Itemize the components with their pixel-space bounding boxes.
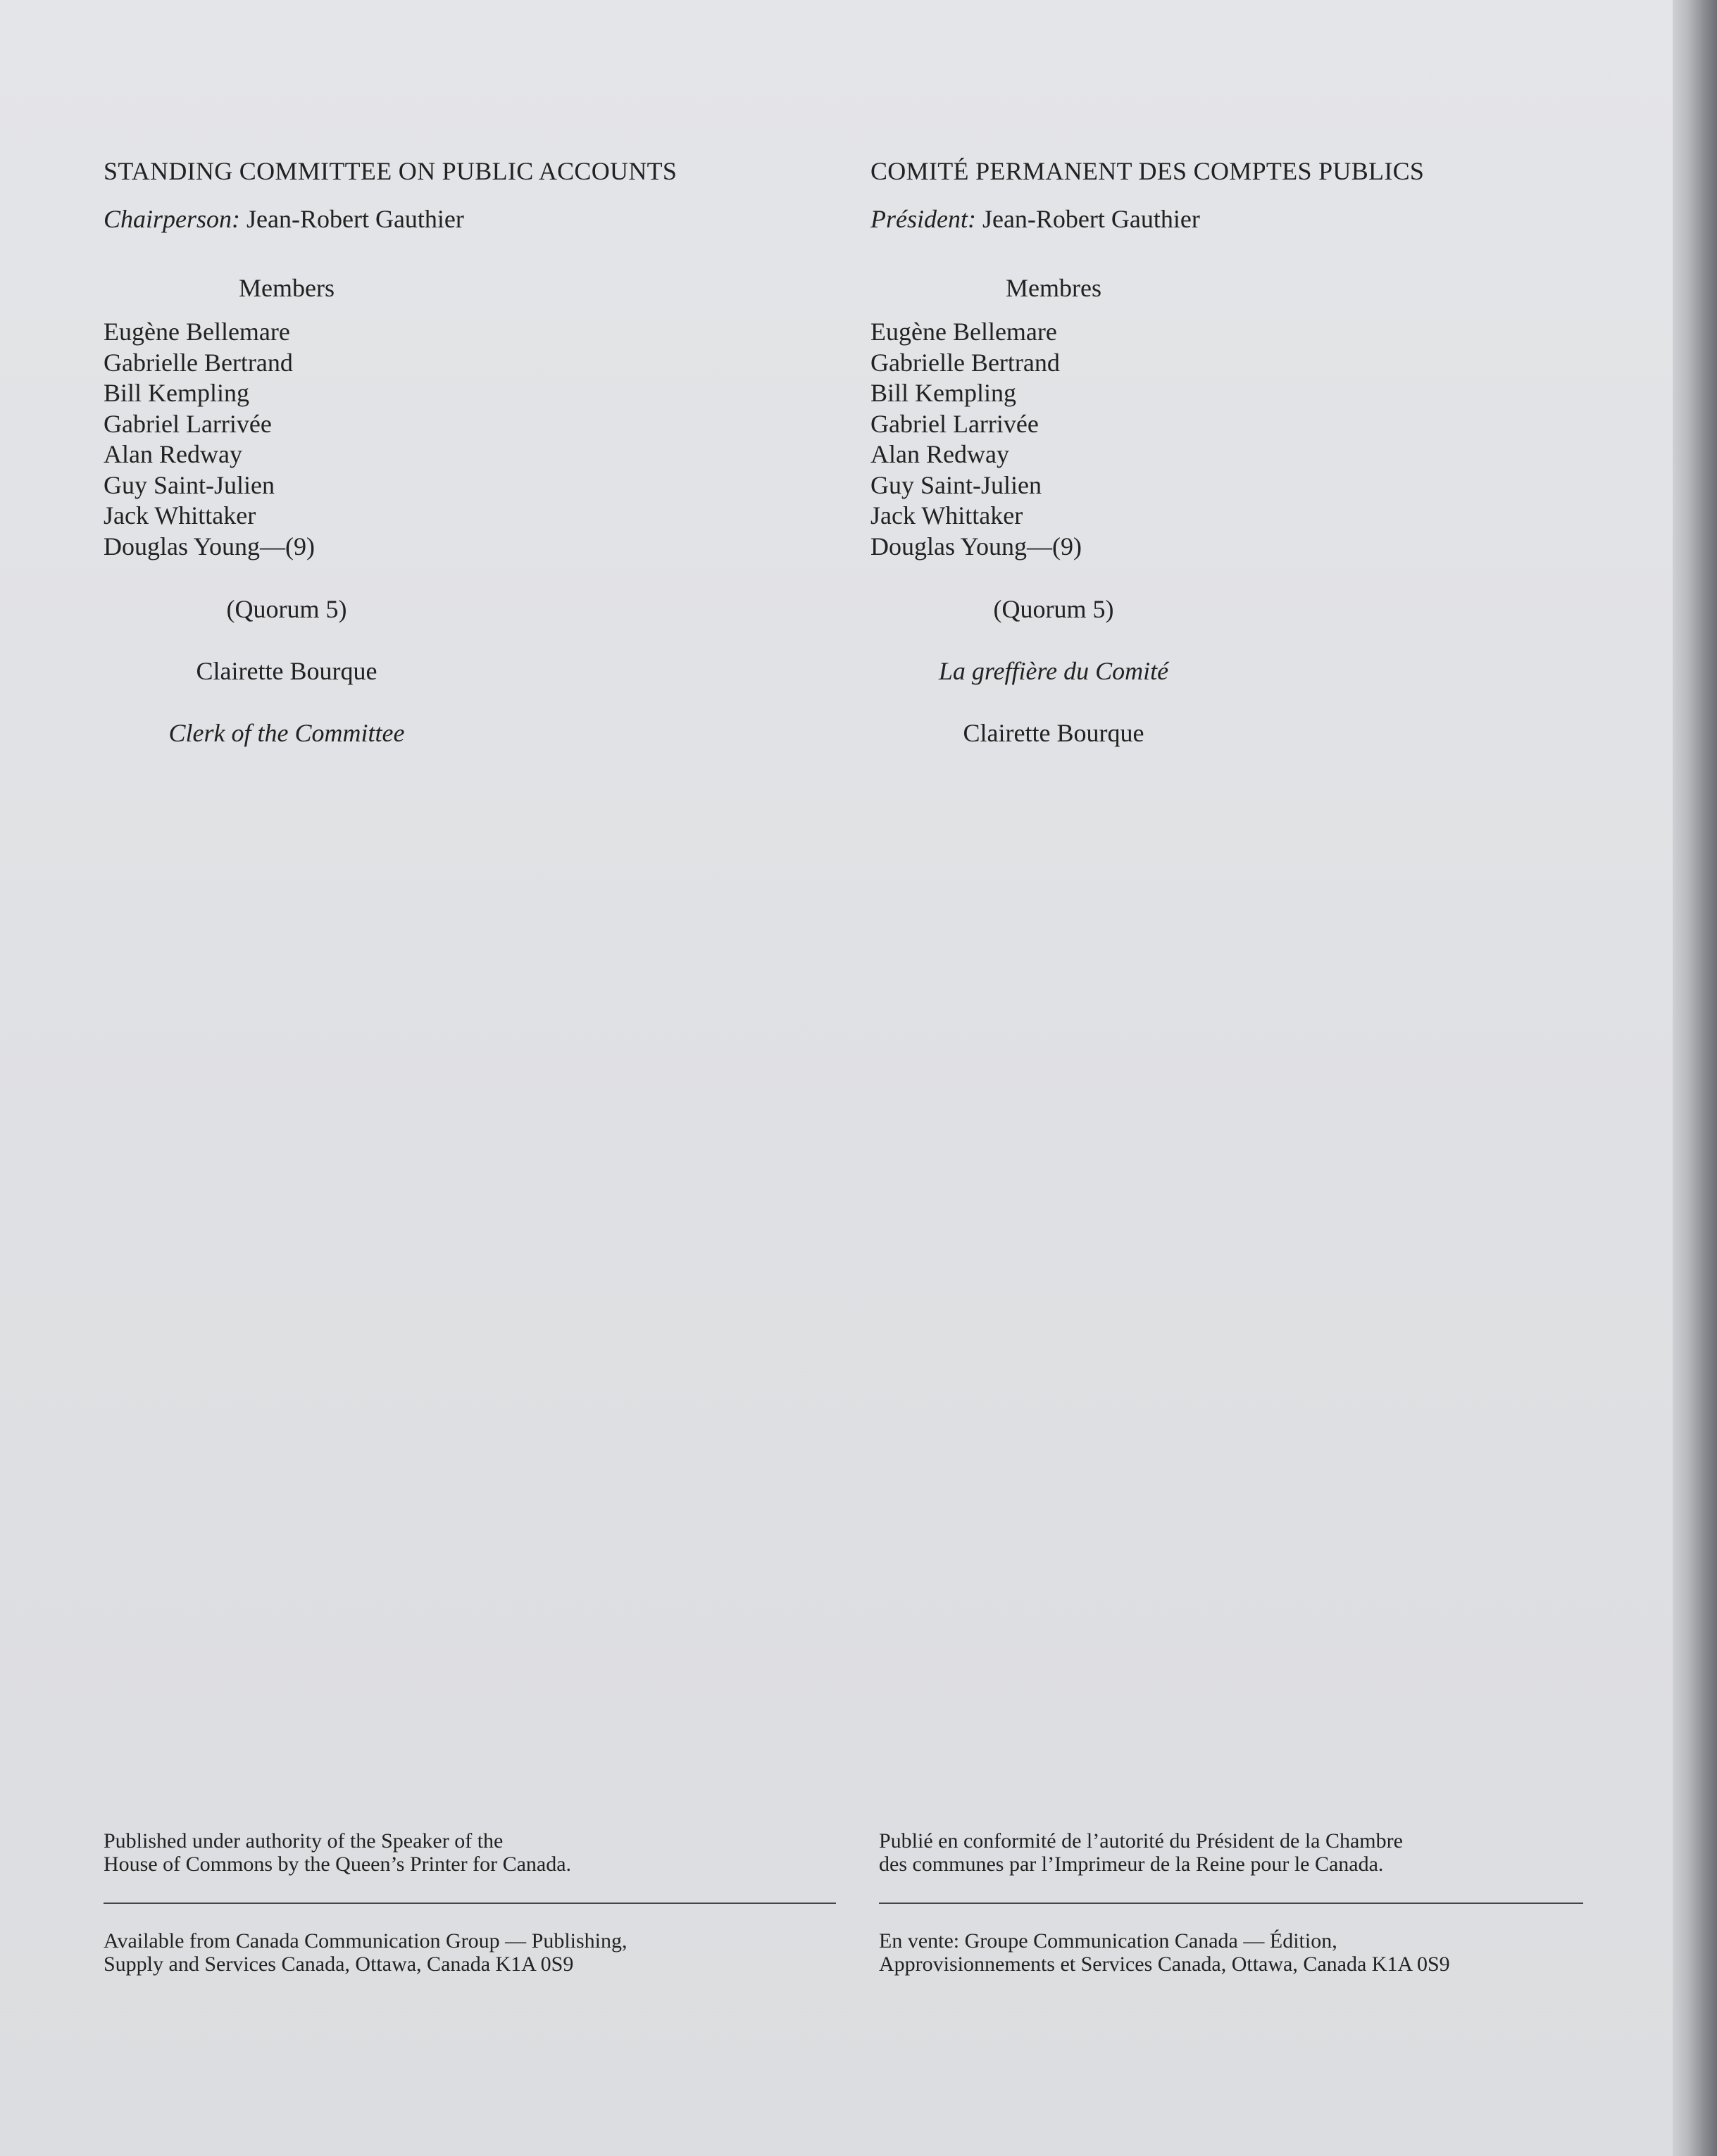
member-item: Gabrielle Bertrand (870, 348, 1060, 377)
published-notice-line: House of Commons by the Queen’s Printer for Canada. (104, 1853, 572, 1876)
member-list (104, 317, 315, 562)
member-item: Jack Whittaker (104, 501, 256, 529)
french-column (870, 156, 1603, 747)
english-footer (104, 1829, 836, 1976)
member-item: Eugène Bellemare (104, 318, 290, 346)
member-item: Douglas Young—(9) (104, 532, 316, 560)
member-item: Guy Saint-Julien (870, 470, 1042, 499)
chairperson-name: Jean-Robert Gauthier (246, 205, 464, 233)
member-item: Bill Kempling (104, 379, 249, 407)
member-item: Gabriel Larrivée (104, 409, 272, 438)
member-item: Jack Whittaker (870, 501, 1023, 529)
members-title: Membres (1006, 274, 1101, 302)
clerk-name: Clairette Bourque (196, 657, 377, 685)
member-item: Gabrielle Bertrand (104, 348, 293, 377)
published-notice-line: Published under authority of the Speaker of the (104, 1829, 504, 1853)
committee-heading: STANDING COMMITTEE ON PUBLIC ACCOUNTS (104, 157, 678, 185)
availability-line: Supply and Services Canada, Ottawa, Canada K1A 0S9 (104, 1953, 574, 1976)
members-title: Members (239, 274, 335, 302)
french-footer (879, 1829, 1611, 1976)
clerk-title: La greffière du Comité (938, 657, 1169, 685)
english-column (104, 156, 836, 747)
quorum: (Quorum 5) (226, 595, 347, 623)
member-item: Bill Kempling (870, 379, 1016, 407)
chairperson-label: Président: (870, 205, 976, 233)
chairperson-label: Chairperson: (104, 205, 241, 233)
member-item: Guy Saint-Julien (104, 470, 275, 499)
member-item: Douglas Young—(9) (870, 532, 1082, 560)
clerk-title: Clerk of the Committee (168, 719, 405, 747)
availability-line: Approvisionnements et Services Canada, Ottawa, Canada K1A 0S9 (879, 1953, 1450, 1976)
member-item: Alan Redway (104, 440, 242, 468)
footer-divider (104, 1903, 836, 1904)
committee-heading: COMITÉ PERMANENT DES COMPTES PUBLICS (870, 157, 1425, 185)
member-item: Gabriel Larrivée (870, 409, 1039, 438)
member-list (870, 317, 1082, 562)
published-notice-line: Publié en conformité de l’autorité du Président de la Chambre (879, 1829, 1403, 1853)
clerk-name: Clairette Bourque (963, 719, 1144, 747)
chairperson-line (870, 204, 1603, 234)
quorum: (Quorum 5) (993, 595, 1114, 623)
published-notice-line: des communes par l’Imprimeur de la Reine pour le Canada. (879, 1853, 1384, 1876)
member-item: Alan Redway (870, 440, 1009, 468)
member-item: Eugène Bellemare (870, 318, 1057, 346)
chairperson-name: Jean-Robert Gauthier (982, 205, 1200, 233)
availability-line: Available from Canada Communication Group — Publishing, (104, 1929, 628, 1953)
page-edge-shadow (1673, 0, 1717, 2156)
chairperson-line (104, 204, 836, 234)
footer-divider (879, 1903, 1583, 1904)
availability-line: En vente: Groupe Communication Canada — Édition, (879, 1929, 1337, 1953)
